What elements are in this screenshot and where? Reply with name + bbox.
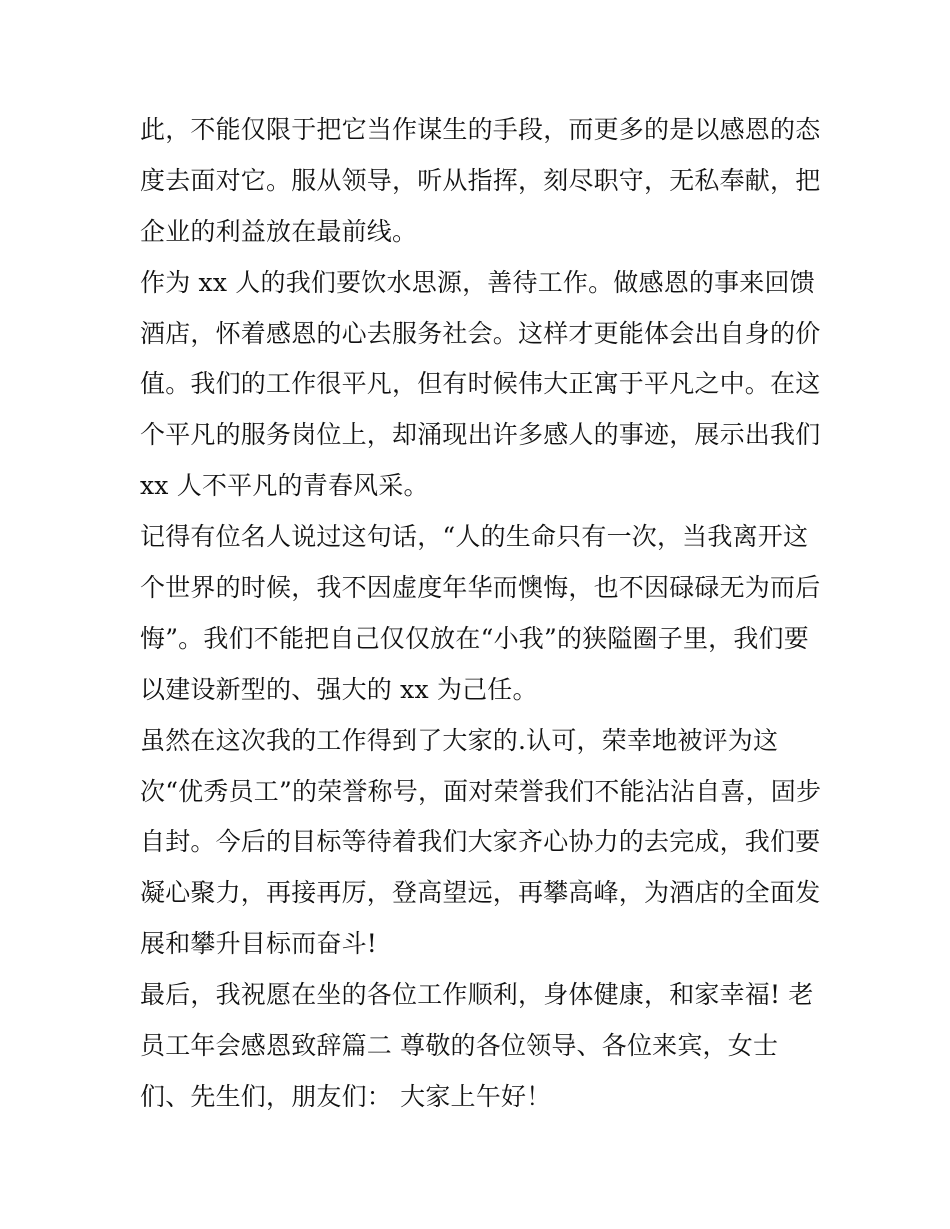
text-line: xx 人不平凡的青春风采。 (140, 471, 429, 501)
text-line: 员工年会感恩致辞篇二 尊敬的各位领导、各位来宾，女士 (140, 1031, 779, 1061)
text-line: 此，不能仅限于把它当作谋生的手段，而更多的是以感恩的态 (140, 115, 821, 144)
text-line: 自封。今后的目标等待着我们大家齐心协力的去完成，我们要 (140, 827, 821, 857)
text-line: 凝心聚力，再接再厉，登高望远，再攀高峰，为酒店的全面发 (140, 878, 821, 908)
text-line: 最后，我祝愿在坐的各位工作顺利，身体健康，和家幸福! 老 (140, 980, 814, 1010)
text-line: 个世界的时候，我不因虚度年华而懊悔，也不因碌碌无为而后 (140, 573, 821, 603)
text-line: 悔”。我们不能把自己仅仅放在“小我”的狭隘圈子里，我们要 (140, 623, 809, 653)
text-line: 以建设新型的、强大的 xx 为己任。 (140, 674, 538, 704)
text-line: 们、先生们，朋友们： 大家上午好！ (140, 1081, 552, 1111)
text-line: 次“优秀员工”的荣誉称号，面对荣誉我们不能沾沾自喜，固步 (140, 776, 822, 806)
text-line: 虽然在这次我的工作得到了大家的.认可，荣幸地被评为这 (140, 725, 779, 755)
text-line: 值。我们的工作很平凡，但有时候伟大正寓于平凡之中。在这 (140, 369, 821, 399)
text-line: 记得有位名人说过这句话，“人的生命只有一次，当我离开这 (140, 522, 809, 552)
text-line: 展和攀升目标而奋斗! (140, 929, 378, 959)
text-line: 企业的利益放在最前线。 (140, 216, 418, 246)
text-line: 度去面对它。服从领导，听从指挥，刻尽职守，无私奉献，把 (140, 165, 821, 195)
text-line: 酒店，怀着感恩的心去服务社会。这样才更能体会出自身的价 (140, 318, 821, 348)
document-body (140, 105, 830, 1123)
text-line: 个平凡的服务岗位上，却涌现出许多感人的事迹，展示出我们 (140, 420, 821, 450)
text-line: 作为 xx 人的我们要饮水思源，善待工作。做感恩的事来回馈 (140, 267, 815, 297)
